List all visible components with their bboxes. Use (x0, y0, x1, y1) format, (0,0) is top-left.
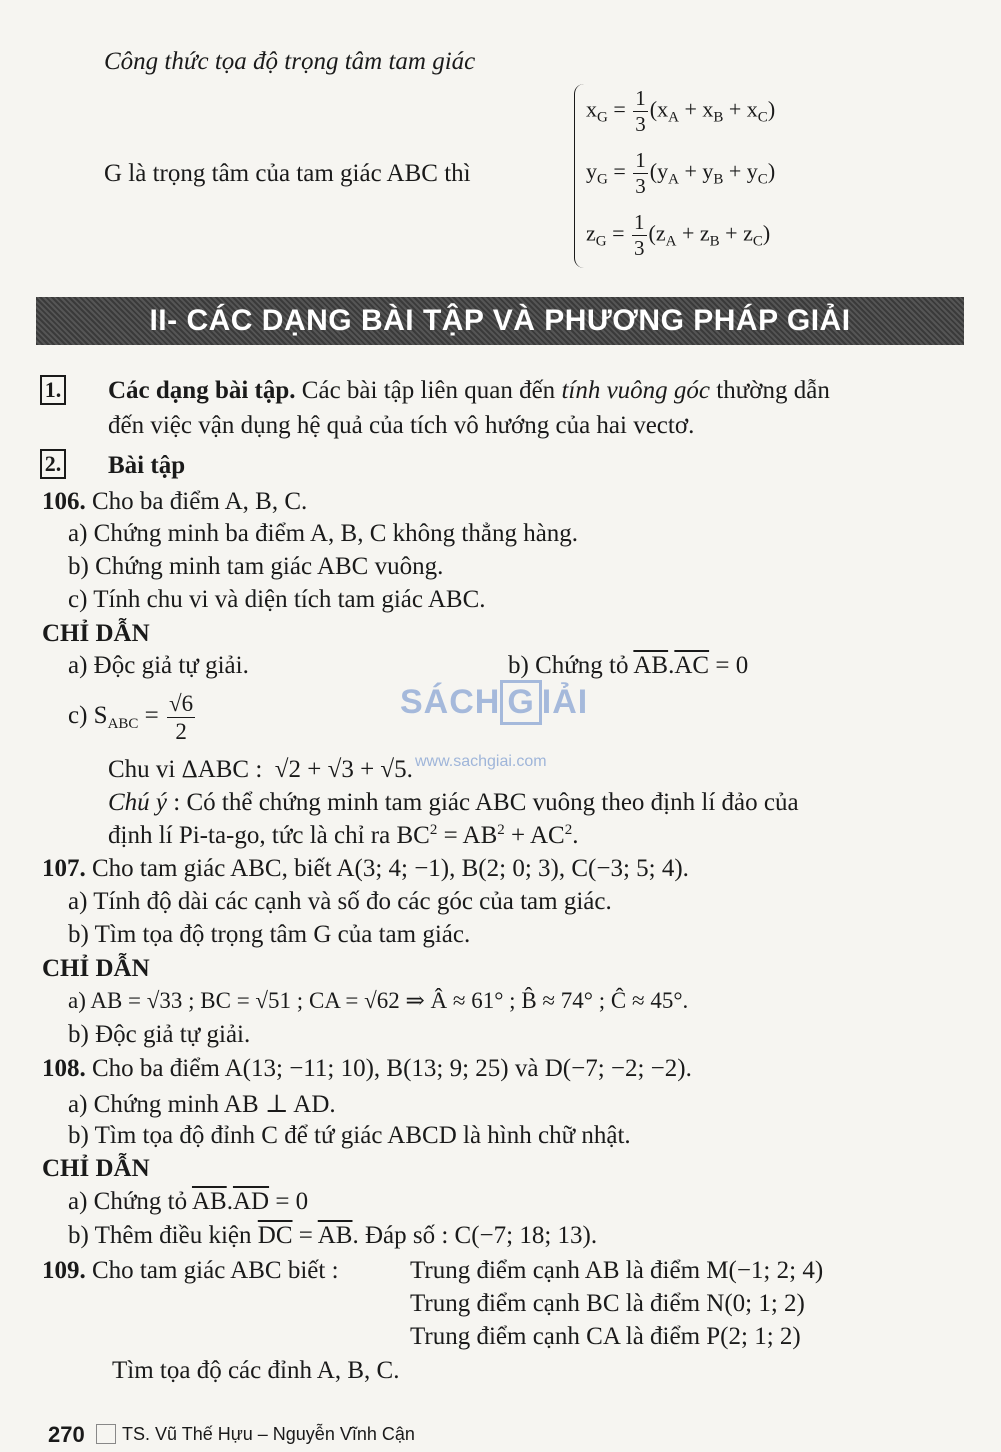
problem-108: 108. Cho ba điểm A(13; −11; 10), B(13; 9; 25) và D(−7; −2; −2). (42, 1055, 692, 1082)
formula-y: $y_G$ = $\frac{1}{3}$ $(y_A + y_B + y_C)$ (586, 148, 776, 198)
hint-108-title: CHỈ DẪN (42, 1155, 150, 1182)
hint-107-b: b) Độc giả tự giải. (68, 1021, 251, 1048)
section1-line2: đến việc vận dụng hệ quả của tích vô hướng của hai vectơ. (108, 412, 695, 439)
problem-106-c: c) Tính chu vi và diện tích tam giác ABC. (68, 586, 486, 613)
watermark-url: www.sachgiai.com (415, 753, 547, 770)
section-banner (36, 297, 964, 345)
problem-109-m3: Trung điểm cạnh CA là điểm P(2; 1; 2) (410, 1323, 801, 1350)
problem-107-a: a) Tính độ dài các cạnh và số đo các góc của tam giác. (68, 888, 612, 915)
hint-107-a: a) AB = √33 ; BC = √51 ; CA = √62 ⇒ Â ≈ 61° ; B̂ ≈ 74° ; Ĉ ≈ 45°. (68, 988, 689, 1013)
banner-title: II- CÁC DẠNG BÀI TẬP VÀ PHƯƠNG PHÁP GIẢI (149, 304, 851, 337)
section1-line1: Các dạng bài tập. Các bài tập liên quan đến tính vuông góc thường dẫn (108, 377, 830, 404)
book-icon (96, 1424, 116, 1444)
problem-106-a: a) Chứng minh ba điểm A, B, C không thẳng hàng. (68, 520, 579, 547)
problem-109-m1: Trung điểm cạnh AB là điểm M(−1; 2; 4) (410, 1257, 824, 1284)
watermark-logo: SÁCH G IẢI (400, 680, 588, 725)
centroid-title: Công thức tọa độ trọng tâm tam giác (104, 48, 476, 75)
hint-106-note-line2: định lí Pi-ta-go, tức là chỉ ra $BC^2 = AB^2 + AC^2$. (108, 822, 579, 849)
section1-box: 1. (40, 375, 66, 405)
problem-109: 109. Cho tam giác ABC biết : (42, 1257, 339, 1284)
problem-108-a: a) Chứng minh AB ⊥ AD. (68, 1091, 336, 1118)
footer-authors: TS. Vũ Thế Hựu – Nguyễn Vĩnh Cận (122, 1424, 415, 1444)
centroid-lead: G là trọng tâm của tam giác ABC thì (104, 160, 471, 187)
hint-106-a: a) Độc giả tự giải. (68, 652, 249, 679)
hint-106-title: CHỈ DẪN (42, 620, 150, 647)
hint-108-a: a) Chứng tỏ $\overline{AB}.\overline{AD} = 0$ (68, 1188, 309, 1215)
section2-title: Bài tập (108, 452, 186, 479)
hint-106-b: b) Chứng tỏ $\overline{AB}.\overline{AC} = 0$ (508, 652, 749, 679)
page-number: 270 (48, 1422, 85, 1447)
formula-z: $z_G$ = $\frac{1}{3}$ $(z_A + z_B + z_C)$ (586, 210, 771, 260)
section2-box: 2. (40, 449, 66, 479)
problem-107-b: b) Tìm tọa độ trọng tâm G của tam giác. (68, 921, 471, 948)
problem-109-ask: Tìm tọa độ các đỉnh A, B, C. (112, 1357, 400, 1384)
formula-x: $x_G$ = $\frac{1}{3}$ $(x_A + x_B + x_C)$ (586, 86, 776, 136)
problem-107: 107. Cho tam giác ABC, biết A(3; 4; −1), B(2; 0; 3), C(−3; 5; 4). (42, 855, 689, 882)
problem-108-b: b) Tìm tọa độ đỉnh C để tứ giác ABCD là hình chữ nhật. (68, 1122, 631, 1149)
problem-109-m2: Trung điểm cạnh BC là điểm N(0; 1; 2) (410, 1290, 805, 1317)
problem-106-b: b) Chứng minh tam giác ABC vuông. (68, 553, 444, 580)
problem-106: 106. Cho ba điểm A, B, C. (42, 488, 308, 515)
hint-106-note: Chú ý : Có thể chứng minh tam giác ABC vuông theo định lí đảo của (108, 789, 799, 816)
hint-106-perimeter: Chu vi ΔABC : √2 + √3 + √5. (108, 756, 413, 783)
hint-106-c: c) $S_{ABC}$ = $\frac{√6}{2}$ (68, 691, 194, 744)
formula-brace (574, 84, 585, 268)
hint-107-title: CHỈ DẪN (42, 955, 150, 982)
hint-108-b: b) Thêm điều kiện $\overline{DC} = \overline{AB}$. Đáp số : C(−7; 18; 13). (68, 1222, 598, 1249)
